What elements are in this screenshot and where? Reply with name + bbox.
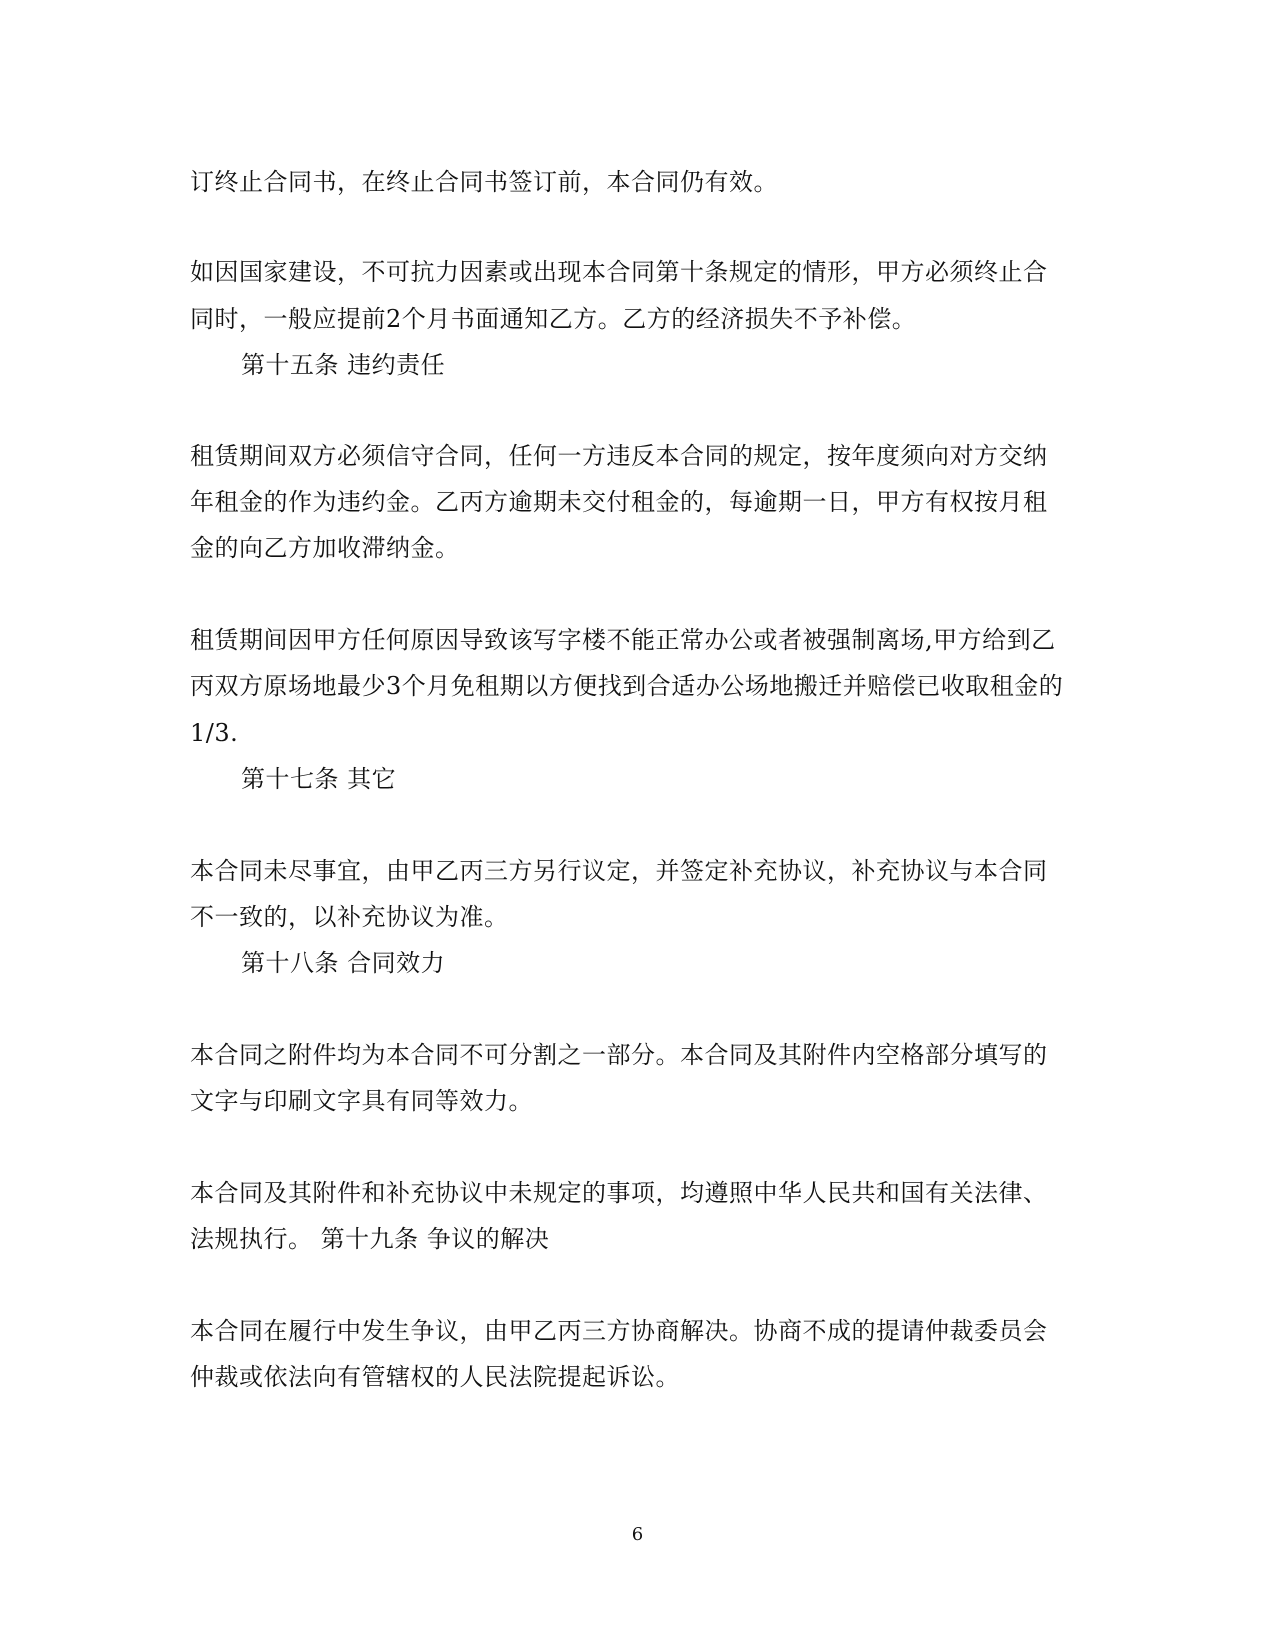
paragraph-line: 本合同及其附件和补充协议中未规定的事项，均遵照中华人民共和国有关法律、 <box>190 1179 1048 1207</box>
paragraph-line: 仲裁或依法向有管辖权的人民法院提起诉讼。 <box>190 1363 680 1391</box>
paragraph-line: 如因国家建设，不可抗力因素或出现本合同第十条规定的情形，甲方必须终止合 <box>190 258 1048 286</box>
paragraph-line: 订终止合同书，在终止合同书签订前，本合同仍有效。 <box>190 168 778 196</box>
paragraph-line: 租赁期间双方必须信守合同，任何一方违反本合同的规定，按年度须向对方交纳 <box>190 442 1048 470</box>
paragraph-line: 金的向乙方加收滞纳金。 <box>190 534 460 562</box>
section-heading: 第十八条 合同效力 <box>241 949 446 977</box>
page-number: 6 <box>631 1524 644 1545</box>
paragraph-line: 本合同在履行中发生争议，由甲乙丙三方协商解决。协商不成的提请仲裁委员会 <box>190 1317 1048 1345</box>
paragraph-line: 本合同之附件均为本合同不可分割之一部分。本合同及其附件内空格部分填写的 <box>190 1041 1048 1069</box>
paragraph-line: 同时，一般应提前2个月书面通知乙方。乙方的经济损失不予补偿。 <box>190 305 917 333</box>
paragraph-line: 丙双方原场地最少3个月免租期以方便找到合适办公场地搬迁并赔偿已收取租金的 <box>190 672 1064 700</box>
paragraph-line: 年租金的作为违约金。乙丙方逾期未交付租金的，每逾期一日，甲方有权按月租 <box>190 488 1048 516</box>
paragraph-line: 不一致的，以补充协议为准。 <box>190 903 509 931</box>
paragraph-line: 租赁期间因甲方任何原因导致该写字楼不能正常办公或者被强制离场,甲方给到乙 <box>190 626 1056 654</box>
section-heading: 第十五条 违约责任 <box>241 351 446 379</box>
paragraph-line: 文字与印刷文字具有同等效力。 <box>190 1087 533 1115</box>
section-heading: 第十七条 其它 <box>241 765 397 793</box>
paragraph-line: 本合同未尽事宜，由甲乙丙三方另行议定，并签定补充协议，补充协议与本合同 <box>190 857 1048 885</box>
paragraph-line: 法规执行。 第十九条 争议的解决 <box>190 1225 550 1253</box>
paragraph-line: 1/3. <box>190 719 239 747</box>
